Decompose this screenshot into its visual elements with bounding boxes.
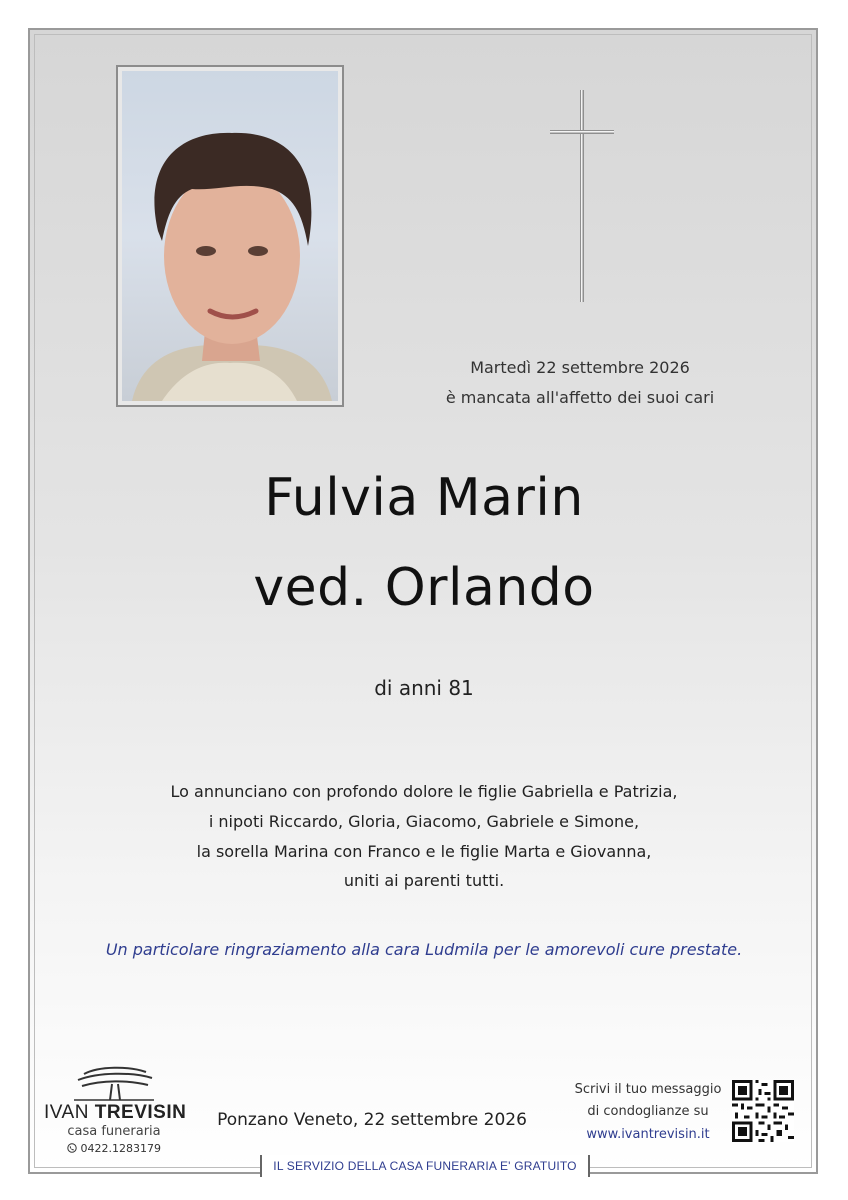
portrait-illustration [122, 71, 338, 401]
portrait-photo [116, 65, 344, 407]
announcement-line: uniti ai parenti tutti. [343, 871, 505, 890]
cross-icon [550, 90, 614, 302]
announcement-line: la sorella Marina con Franco e le figlie Marta e Giovanna, [196, 842, 652, 861]
portrait-image [122, 71, 338, 401]
announcement-line: Lo annunciano con profondo dolore le figlie Gabriella e Patrizia, [170, 782, 678, 801]
deceased-age: di anni 81 [374, 676, 474, 700]
phone-number: 0422.1283179 [80, 1142, 161, 1155]
deceased-name: Fulvia Marin [264, 468, 584, 528]
logo-brand-name [44, 1102, 187, 1124]
passed-away-line: è mancata all'affetto dei suoi cari [445, 388, 715, 407]
announcement-line: i nipoti Riccardo, Gloria, Giacomo, Gabriele e Simone, [208, 812, 640, 831]
place-and-date: Ponzano Veneto, 22 settembre 2026 [217, 1110, 527, 1130]
logo-subtitle: casa funeraria [67, 1124, 161, 1139]
logo-phone [44, 1142, 184, 1155]
death-date: Martedì 22 settembre 2026 [470, 358, 690, 377]
website-link[interactable]: www.ivantrevisin.it [586, 1127, 710, 1142]
thanks-message: Un particolare ringraziamento alla cara Ludmila per le amorevoli cure prestate. [105, 940, 743, 959]
condolence-prompt-line1: Scrivi il tuo messaggio [574, 1082, 722, 1097]
logo-brand-first: IVAN [44, 1102, 95, 1123]
footer-text: IL SERVIZIO DELLA CASA FUNERARIA E' GRATUITO [273, 1159, 577, 1173]
condolence-prompt-line2: di condoglianze su [587, 1104, 709, 1119]
funeral-home-logo [44, 1060, 187, 1160]
logo-brand-last: TREVISIN [94, 1102, 187, 1123]
footer-banner [260, 1155, 590, 1177]
tree-logo-icon [44, 1060, 184, 1102]
phone-icon [67, 1143, 77, 1153]
deceased-married-name: ved. Orlando [253, 558, 595, 618]
qr-code-icon[interactable] [732, 1080, 794, 1142]
